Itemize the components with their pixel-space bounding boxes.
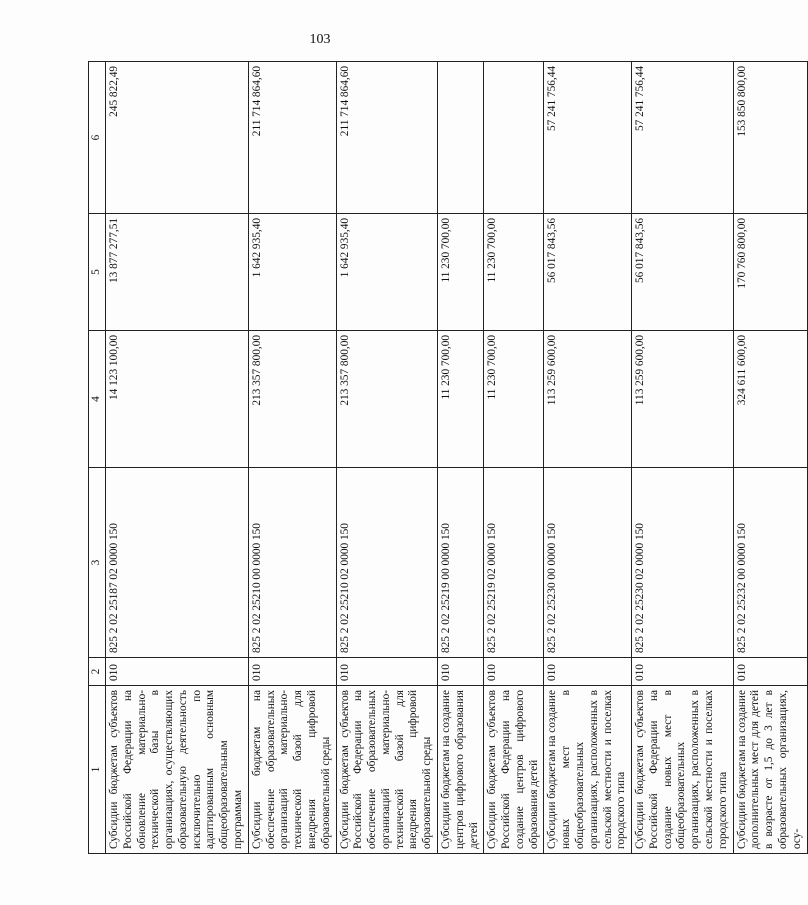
row-col4-value: 113 259 600,00: [544, 331, 632, 468]
column-header: 5: [89, 214, 106, 331]
row-admin-code: 010: [484, 658, 544, 686]
row-col6-value: 57 241 756,44: [544, 62, 632, 214]
column-header: 2: [89, 658, 106, 686]
row-col4-value: 213 357 800,00: [336, 331, 437, 468]
column-header: 1: [89, 686, 106, 854]
row-col5-value: 170 760 800,00: [733, 214, 807, 331]
table-row: [632, 62, 733, 854]
row-budget-code: 825 2 02 25232 00 0000 150: [733, 468, 807, 658]
row-col5-value: 56 017 843,56: [544, 214, 632, 331]
column-header: 4: [89, 331, 106, 468]
table-row: [484, 62, 544, 854]
table-row: [437, 62, 483, 854]
row-col4-value: 113 259 600,00: [632, 331, 733, 468]
row-description: Субсидии бюджетам на обеспечение образовательных организаций материально-технической базой для внедрения цифровой образовательной среды: [248, 686, 336, 854]
row-description: Субсидии бюджетам субъектов Российской Федерации на обеспечение образовательных организаций материально-технической базой для внедрения цифровой образовательной среды: [336, 686, 437, 854]
row-budget-code: 825 2 02 25230 00 0000 150: [544, 468, 632, 658]
row-admin-code: 010: [336, 658, 437, 686]
row-budget-code: 825 2 02 25219 00 0000 150: [437, 468, 483, 658]
row-budget-code: 825 2 02 25187 02 0000 150: [106, 468, 249, 658]
page-number: 103: [309, 32, 331, 47]
row-description: Субсидии бюджетам на создание центров цифрового образования детей: [437, 686, 483, 854]
row-description: Субсидии бюджетам на создание новых мест в общеобразовательных организациях, расположенных в сельской местности и поселках городского типа: [544, 686, 632, 854]
column-header: 6: [89, 62, 106, 214]
row-col5-value: 56 017 843,56: [632, 214, 733, 331]
row-col4-value: 324 611 600,00: [733, 331, 807, 468]
table-row: [106, 62, 249, 854]
row-admin-code: 010: [733, 658, 807, 686]
column-header: 3: [89, 468, 106, 658]
row-col6-value: 57 241 756,44: [632, 62, 733, 214]
row-description: Субсидии бюджетам субъектов Российской Федерации на создание центров цифрового образования детей: [484, 686, 544, 854]
row-admin-code: 010: [437, 658, 483, 686]
row-budget-code: 825 2 02 25230 02 0000 150: [632, 468, 733, 658]
rotated-table-container: [88, 62, 803, 854]
budget-table: [88, 61, 808, 854]
row-description: Субсидии бюджетам субъектов Российской Федерации на обновление материально-технической базы в организациях, осуществляющих образовательную деятельность исключительно по адаптированным основным общеобразовательным программам: [106, 686, 249, 854]
row-col4-value: 11 230 700,00: [437, 331, 483, 468]
row-budget-code: 825 2 02 25210 00 0000 150: [248, 468, 336, 658]
row-col5-value: 1 642 935,40: [336, 214, 437, 331]
row-col6-value: 153 850 800,00: [733, 62, 807, 214]
row-col5-value: 11 230 700,00: [437, 214, 483, 331]
row-col6-value: [484, 62, 544, 214]
row-admin-code: 010: [248, 658, 336, 686]
row-admin-code: 010: [106, 658, 249, 686]
row-col5-value: 11 230 700,00: [484, 214, 544, 331]
row-col6-value: 211 714 864,60: [336, 62, 437, 214]
row-col4-value: 213 357 800,00: [248, 331, 336, 468]
table-row: [733, 62, 807, 854]
row-description: Субсидии бюджетам на создание дополнительных мест для детей в возрасте от 1,5 до 3 лет в образовательных организациях, осу-: [733, 686, 807, 854]
row-budget-code: 825 2 02 25210 02 0000 150: [336, 468, 437, 658]
row-description: Субсидии бюджетам субъектов Российской Федерации на создание новых мест в общеобразовательных организациях, расположенных в сельской местности и поселках городского типа: [632, 686, 733, 854]
row-admin-code: 010: [632, 658, 733, 686]
row-col6-value: 245 822,49: [106, 62, 249, 214]
row-col4-value: 14 123 100,00: [106, 331, 249, 468]
row-admin-code: 010: [544, 658, 632, 686]
table-row: [544, 62, 632, 854]
row-col5-value: 13 877 277,51: [106, 214, 249, 331]
row-budget-code: 825 2 02 25219 02 0000 150: [484, 468, 544, 658]
table-header-row: [89, 62, 106, 854]
table-row: [336, 62, 437, 854]
row-col4-value: 11 230 700,00: [484, 331, 544, 468]
row-col6-value: [437, 62, 483, 214]
row-col5-value: 1 642 935,40: [248, 214, 336, 331]
rotated-table-area: [88, 62, 803, 854]
table-row: [248, 62, 336, 854]
row-col6-value: 211 714 864,60: [248, 62, 336, 214]
